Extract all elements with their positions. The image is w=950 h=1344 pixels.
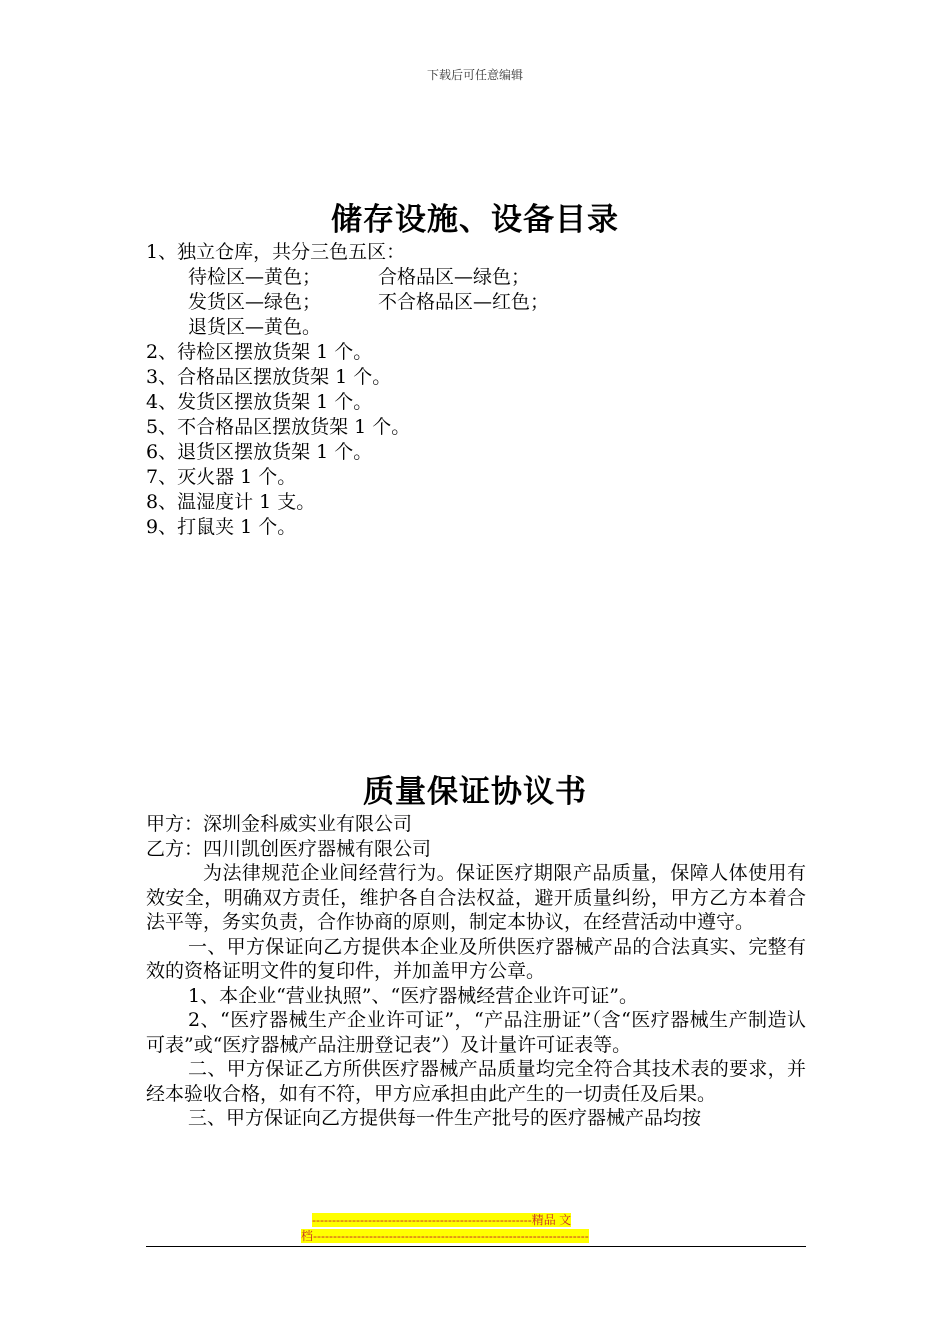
paragraph: 1、本企业“营业执照”、“医疗器械经营企业许可证”。 [188,984,638,1007]
list-item: 5、不合格品区摆放货架 1 个。 [146,416,411,438]
paragraph: 2、“医疗器械生产企业许可证”，“产品注册证”（含“医疗器械生产制造认可表”或“医疗器械产品注册登记表”）及计量许可证表等。 [146,1009,806,1056]
party-a: 甲方：深圳金科威实业有限公司 [146,813,413,835]
zone-row [146,315,806,340]
list-item: 2、待检区摆放货架 1 个。 [146,341,373,363]
storage-list [146,240,806,540]
paragraph: 二、甲方保证乙方所供医疗器械产品质量均完全符合其技术表的要求，并经本验收合格，如有不符，甲方应承担由此产生的一切责任及后果。 [146,1058,806,1105]
paragraph: 为法律规范企业间经营行为。保证医疗期限产品质量，保障人体使用有效安全，明确双方责任，维护各自合法权益，避开质量纠纷，甲方乙方本着合法平等，务实负责，合作协商的原则，制定本协议，在经营活动中遵守。 [146,862,806,933]
agreement-title: 质量保证协议书 [363,774,587,810]
zone-label: 不合格品区—红色； [378,291,550,313]
list-item: 4、发货区摆放货架 1 个。 [146,391,373,413]
storage-title: 储存设施、设备目录 [331,202,619,238]
agreement-body [146,812,806,1131]
list-item: 1、独立仓库，共分三色五区： [146,241,406,263]
list-item: 3、合格品区摆放货架 1 个。 [146,366,392,388]
zone-row [146,265,806,290]
list-item: 8、温湿度计 1 支。 [146,491,316,513]
paragraph: 三、甲方保证向乙方提供每一件生产批号的医疗器械产品均按 [188,1107,702,1129]
footer-divider [146,1246,806,1247]
zone-row [146,290,806,315]
party-b: 乙方：四川凯创医疗器械有限公司 [146,837,432,860]
zone-label: 退货区—黄色。 [188,316,322,338]
zone-label: 待检区—黄色； [188,266,322,288]
list-item: 7、灭火器 1 个。 [146,466,297,488]
list-item: 9、打鼠夹 1 个。 [146,516,297,538]
footer-watermark-line [312,1213,571,1228]
footer-watermark-line [301,1229,589,1244]
paragraph: 一、甲方保证向乙方提供本企业及所供医疗器械产品的合法真实、完整有效的资格证明文件的复印件，并加盖甲方公章。 [146,935,806,982]
list-item: 6、退货区摆放货架 1 个。 [146,441,373,463]
footer-text: 档--------------------------------------------------------------------- [301,1229,589,1243]
zone-label: 发货区—绿色； [188,291,322,313]
page-header: 下载后可任意编辑 [426,68,523,82]
footer-text: -------------------------------------------------------精品 文 [312,1213,572,1227]
zone-label: 合格品区—绿色； [378,266,531,288]
